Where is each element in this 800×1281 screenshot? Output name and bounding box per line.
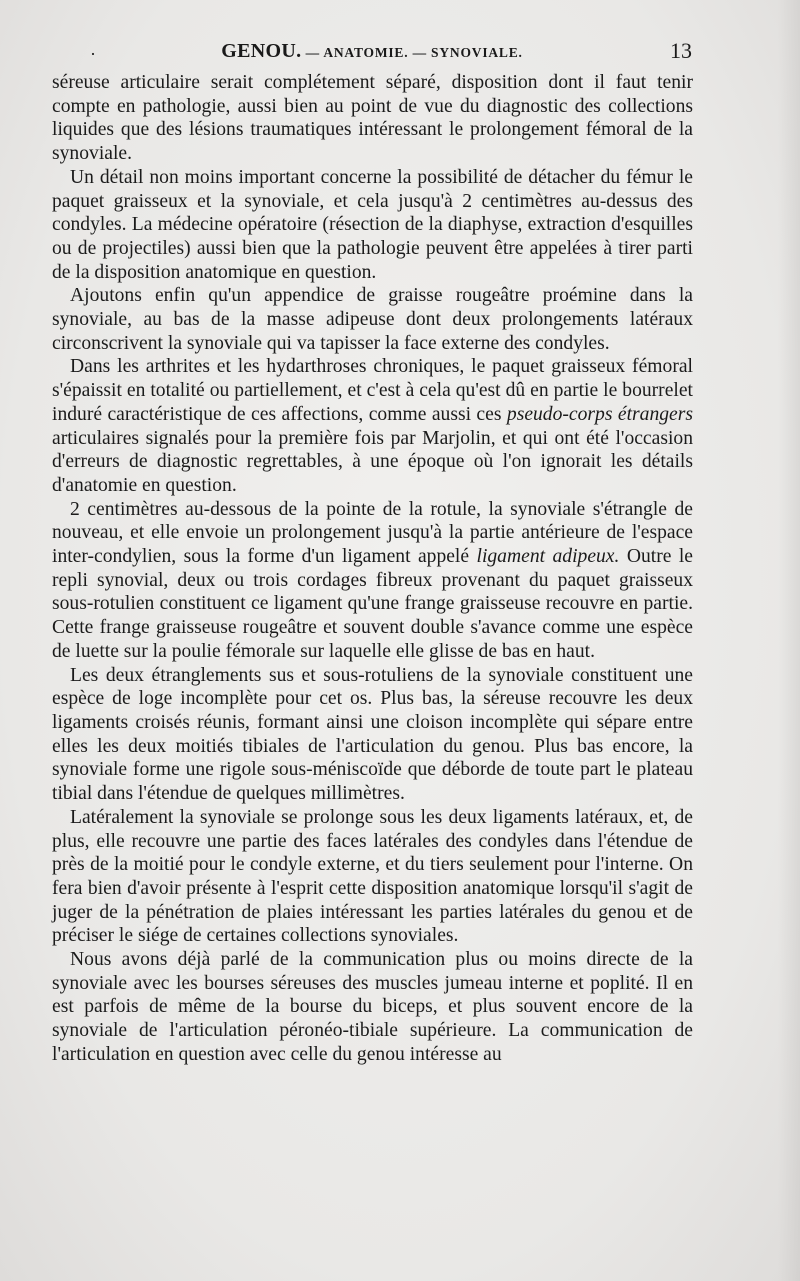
header-dot-mark: ·: [90, 44, 96, 64]
paragraph-text: Nous avons déjà parlé de la communication plus ou moins directe de la synoviale avec les bourses séreuses des muscles jumeau interne et poplité. Il en est parfois de même de la bourse du biceps, et plus souvent encore de la synoviale de l'articulation péronéo-tibiale supérieure. La communication de l'articulation en question avec celle du genou intéresse au: [52, 949, 693, 1065]
paragraph-text: Un détail non moins important concerne la possibilité de détacher du fémur le paquet graisseux et la synoviale, et cela jusqu'à 2 centimètres au-dessus des condyles. La médecine opératoire (résection de la diaphyse, extraction d'esquilles ou de projectiles) aussi bien que la pathologie peuvent être appelées à tirer parti de la disposition anatomique en question.: [52, 166, 693, 283]
paragraph-text: Outre le repli synovial, deux ou trois cordages fibreux provenant du paquet graisseux sous-rotulien constituent ce ligament qu'une frange graisseuse recouvre en partie. Cette frange graisseuse rougeâtre et souvent double s'avance comme une espèce de luette sur la poulie fémorale sur laquelle elle glisse de bas en haut.: [52, 546, 694, 662]
paragraph-text: séreuse articulaire serait complétement séparé, disposition dont il faut tenir compte en pathologie, aussi bien au point de vue du diagnostic des collections liquides que des lésions traumatiques intéressant le prolongement fémoral de la synoviale.: [52, 72, 693, 165]
paragraph-text: Latéralement la synoviale se prolonge sous les deux ligaments latéraux, et, de plus, elle recouvre une partie des faces latérales des condyles dans l'étendue de près de la moitié pour le condyle externe, et du tiers seulement pour l'interne. On fera bien d'avoir présente à l'esprit cette disposition anatomique lorsqu'il s'agit de juger de la pénétration de plaies intéressant les parties latérales du genou et de préciser le siége de certaines collections synoviales.: [52, 806, 693, 947]
header-title: [52, 40, 692, 63]
body-text: [52, 71, 693, 1067]
running-header: [52, 34, 692, 68]
paragraph-2: [52, 166, 693, 285]
paragraph-8: [52, 948, 693, 1067]
paragraph-text: Ajoutons enfin qu'un appendice de graisse rougeâtre proémine dans la synoviale, au bas de la masse adipeuse dont deux prolongements latéraux circonscrivent la synoviale qui va tapisser la face externe des condyles.: [52, 285, 693, 354]
paragraph-3: [52, 284, 693, 355]
paragraph-4: [52, 355, 693, 497]
italic-term: pseudo-corps étrangers: [506, 403, 693, 425]
paragraph-7: [52, 806, 693, 948]
paragraph-text: Dans les arthrites et les hydarthroses chroniques, le paquet graisseux fémoral s'épaissit en totalité ou partiellement, et c'est à cela qu'est dû en partie le bourrelet induré caractéristique de ces affections, comme aussi ces: [52, 356, 693, 425]
header-title-main: GENOU.: [221, 40, 302, 62]
paragraph-5: [52, 498, 693, 664]
paragraph-text: articulaires signalés pour la première fois par Marjolin, et qui ont été l'occasion d'erreurs de diagnostic regrettables, à une époque où l'on ignorait les détails d'anatomie en question.: [52, 427, 693, 496]
page-number: 13: [670, 38, 692, 63]
paragraph-1: [52, 71, 693, 166]
header-title-section: — ANATOMIE. — SYNOVIALE.: [301, 45, 523, 60]
italic-term: ligament adipeux.: [476, 546, 620, 568]
paragraph-text: Les deux étranglements sus et sous-rotuliens de la synoviale constituent une espèce de loge incomplète pour cet os. Plus bas, la séreuse recouvre les deux ligaments croisés réunis, formant ainsi une cloison incomplète qui sépare entre elles les deux moitiés tibiales de l'articulation du genou. Plus bas encore, la synoviale forme une rigole sous-méniscoïde que déborde de toute part le plateau tibial dans l'étendue de quelques millimètres.: [52, 664, 693, 805]
paragraph-text: 2 centimètres au-dessous de la pointe de la rotule, la synoviale s'étrangle de nouveau, et elle envoie un prolongement jusqu'à la partie antérieure de l'espace inter-condylien, sous la forme d'un ligament appelé: [52, 498, 693, 568]
paragraph-6: [52, 664, 693, 806]
